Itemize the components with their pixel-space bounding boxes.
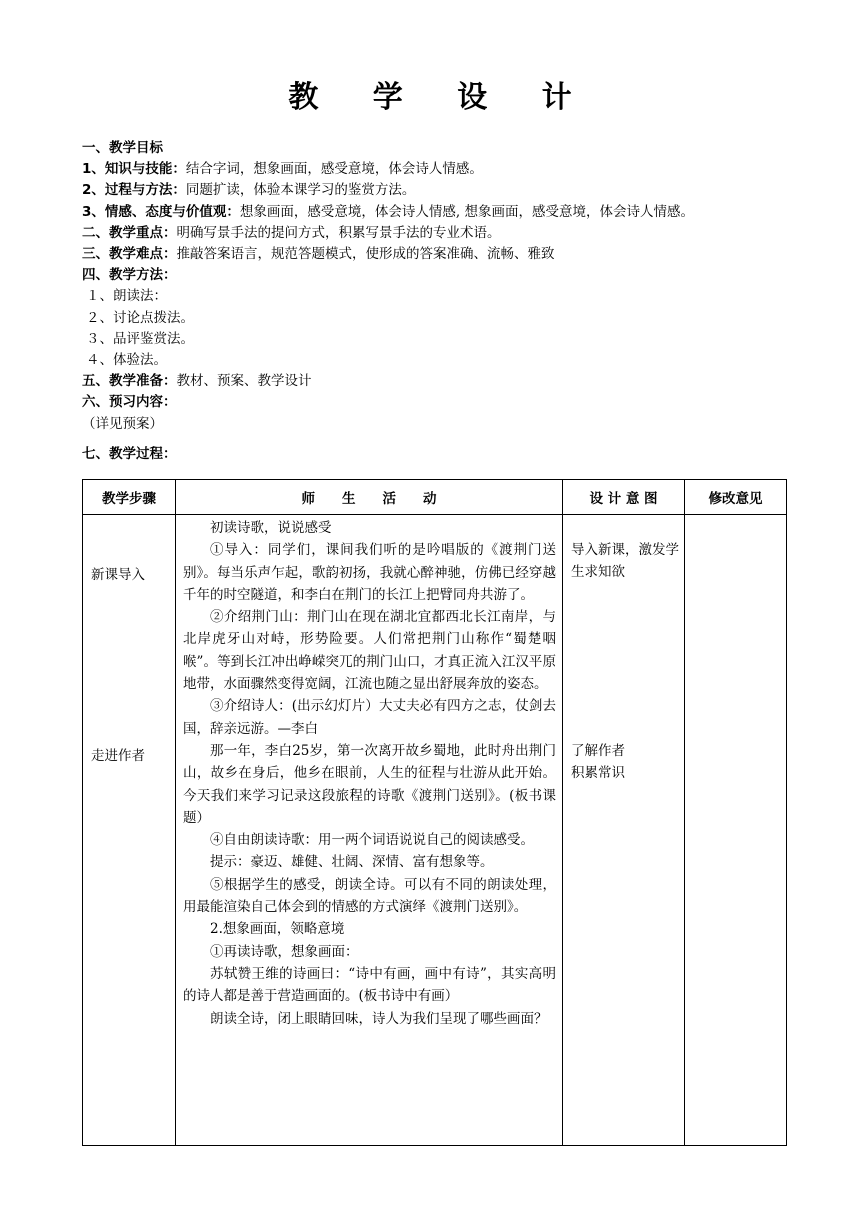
activity-paragraph: ②介绍荆门山：荆门山在现在湖北宜都西北长江南岸，与北岸虎牙山对峙，形势险要。人们常把荆门山称作“蜀楚咽喉”。等到长江冲出峥嵘突兀的荆门山口，才真正流入江汉平原地带，水面骤然变得宽阔，江流也随之显出舒展奔放的姿态。 [183, 609, 556, 693]
step-cell [83, 515, 176, 1146]
activity-paragraph: 朗读全诗，闭上眼睛回味，诗人为我们呈现了哪些画面？ [210, 1010, 548, 1027]
intent-new-lesson: 导入新课，激发学生求知欲 [571, 542, 679, 580]
teaching-difficulty: 三、教学难点：推敲答案语言，规范答题模式，使形成的答案准确、流畅、雅致 [82, 246, 555, 263]
method-item: １、朗读法： [86, 288, 167, 305]
activity-paragraph: ③介绍诗人：(出示幻灯片）大丈夫必有四方之志，仗剑去国，辞亲远游。—李白 [183, 698, 556, 737]
preview-heading: 六、预习内容： [82, 394, 177, 411]
table-header-row [83, 480, 787, 515]
preview-text: （详见预案） [82, 415, 163, 432]
objective-process: 2、过程与方法：同题扩读，体验本课学习的鉴赏方法。 [82, 182, 416, 199]
intent-cell [563, 515, 685, 1146]
methods-heading: 四、教学方法： [82, 267, 177, 284]
teaching-preparation: 五、教学准备：教材、预案、教学设计 [82, 373, 312, 390]
process-heading: 七、教学过程： [82, 445, 177, 462]
process-table [82, 479, 787, 1146]
teaching-key-point: 二、教学重点：明确写景手法的提问方式，积累写景手法的专业术语。 [82, 224, 501, 241]
header-intent: 设 计 意 图 [563, 480, 685, 515]
activity-paragraph: 初读诗歌，说说感受 [210, 520, 332, 536]
intent-author [571, 740, 681, 784]
activity-paragraph: 提示：豪迈、雄健、壮阔、深情、富有想象等。 [210, 854, 494, 871]
activity-paragraph: 那一年，李白25岁，第一次离开故乡蜀地，此时舟出荆门山，故乡在身后，他乡在眼前，人生的征程与壮游从此开始。今天我们来学习记录这段旅程的诗歌《渡荆门送别》。(板书课题） [183, 742, 556, 826]
objective-emotion: 3、情感、态度与价值观：想象画面，感受意境，体会诗人情感, 想象画面，感受意境，体会诗人情感。 [82, 203, 694, 220]
step-new-lesson: 新课导入 [91, 567, 145, 583]
document-title: 教 学 设 计 [288, 80, 594, 115]
activity-paragraph: ①再读诗歌，想象画面： [210, 943, 359, 960]
objective-knowledge: 1、知识与技能：结合字词，想象画面，感受意境，体会诗人情感。 [82, 161, 483, 178]
header-sections [82, 138, 782, 465]
activity-paragraph: ⑤根据学生的感受，朗读全诗。可以有不同的朗读处理，用最能渲染自己体会到的情感的方式演绎《渡荆门送别》。 [183, 876, 556, 916]
activity-paragraph: 2.想象画面，领略意境 [210, 921, 345, 938]
activity-cell [176, 515, 563, 1146]
header-step: 教学步骤 [83, 480, 176, 515]
activity-paragraph: ①导入：同学们，课间我们听的是吟唱版的《渡荆门送别》。每当乐声乍起，歌韵初扬，我就心醉神驰，仿佛已经穿越千年的时空隧道，和李白在荆门的长江上把臂同舟共游了。 [183, 542, 556, 603]
activity-paragraph: ④自由朗读诗歌：用一两个词语说说自己的阅读感受。 [210, 832, 534, 849]
objectives-heading: 一、教学目标 [82, 140, 163, 156]
table-row [83, 515, 787, 1146]
method-item: ３、品评鉴赏法。 [86, 330, 194, 347]
revision-cell [685, 515, 787, 1146]
header-revision: 修改意见 [685, 480, 787, 515]
activity-paragraph: 苏轼赞王维的诗画曰：“诗中有画，画中有诗”，其实高明的诗人都是善于营造画面的。(板书诗中有画） [183, 965, 556, 1005]
step-author: 走进作者 [91, 748, 145, 764]
method-item: ２、讨论点拨法。 [86, 309, 194, 326]
intent-line: 了解作者 [571, 743, 625, 759]
intent-line: 积累常识 [571, 765, 625, 781]
header-activity: 师 生 活 动 [176, 480, 563, 515]
method-item: ４、体验法。 [86, 352, 167, 369]
